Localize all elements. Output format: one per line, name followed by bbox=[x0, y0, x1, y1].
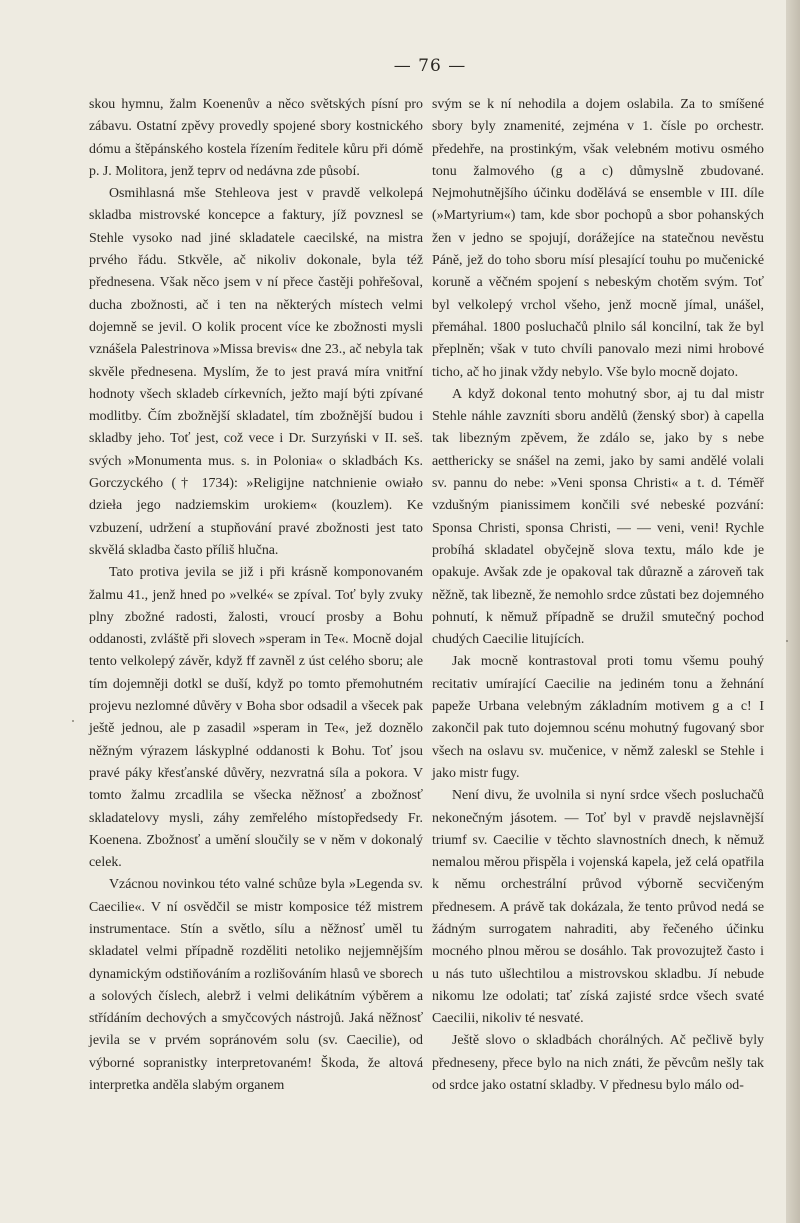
paper-speck bbox=[72, 720, 74, 722]
right-column bbox=[432, 94, 764, 1097]
page-edge-shadow bbox=[786, 0, 800, 1223]
paragraph: Není divu, že uvolnila si nyní srdce všech posluchačů nekonečným jásotem. — Toť byl v pravdě nejslavnější triumf sv. Caecilie v těchto slavnostních dnech, k němuž nemalou měrou přispěla i vojenská kapela, jež celá opatřila k němu orchestrální průvod výborně secvičeným přednesem. A právě tak dokázala, že tento průvod nedá se žádným surrogatem nahraditi, aby řečeného účinku mocného plnou měrou se dosáhlo. Tak provozujtež často i u nás tuto ušlechtilou a mistrovskou skladbu. Jí nebude nikomu lze odolati; tať získá zajisté srdce všech svaté Caecilii, nikoliv té nesvaté. bbox=[432, 788, 764, 1027]
page-number: — 76 — bbox=[393, 56, 467, 76]
left-column bbox=[89, 94, 423, 1097]
paragraph: Ještě slovo o skladbách chorálných. Ač pečlivě byly předneseny, přece bylo na nich znáti, že pěvcům nešly tak od srdce jako ostatní skladby. V přednesu bylo málo od- bbox=[432, 1033, 764, 1094]
paragraph: A když dokonal tento mohutný sbor, aj tu dal mistr Stehle náhle zavzníti sboru andělů (ženský sbor) à capella tak libezným zpěvem, že zdálo se, jako by s nebe aetthericky se snášel na zemi, jako by sami andělé volali sv. pannu do nebe: »Veni sponsa Christi« a t. d. Téměř vzdušným pianissimem končili své nebeské pozvání: Sponsa Christi, sponsa Christi, — — veni, veni! Rychle probíhá skladatel obyčejně slova textu, málo kde je opakuje. Avšak zde je opakoval tak důrazně a zároveň tak něžně, tak libezně, že nemohlo srdce zůstati bez dojemného pohnutí, k němuž případně se družil smutečný pochod chudých Caecilie litujících. bbox=[432, 386, 764, 648]
paragraph: Tato protiva jevila se již i při krásně komponovaném žalmu 41., jenž hned po »velké« se zpíval. Toť byly zvuky plny zbožné radosti, žalosti, vroucí prosby a Bohu oddanosti, zvláště při slovech »speram in Te«. Mocně dojal tento velkolepý závěr, když ff zavněl z úst celého sboru; ale tím dojemněji dotkl se duší, když po tomto přemohutném projevu nezlomné důvěry v Boha sbor odsadil a všecek pak ještě jednou, ale p zasadil »speram in Te«, jež doznělo něžným výrazem láskyplné oddanosti k Bohu. Toť jsou pravé páky křesťanské důvěry, nezvratná síla a pokora. V tomto žalmu zrcadlila se všecka něžnosť a zbožnosť skladatelovy mysli, záhy zemřelého místopředsedy Fr. Koenena. Zbožnosť a umění sloučily se v něm v dokonalý celek. bbox=[89, 565, 423, 871]
paragraph: skou hymnu, žalm Koenenův a něco světských písní pro zábavu. Ostatní zpěvy provedly spojené sbory kostnického dómu a štěpánského kostela řízením ředitele kůru při dómě p. J. Molitora, jenž teprv od nedávna zde působí. bbox=[89, 97, 423, 179]
paragraph: Vzácnou novinkou této valné schůze byla »Legenda sv. Caecilie«. V ní osvědčil se mistr komposice též mistrem instrumentace. Stín a světlo, sílu a něžnosť uměl tu skladatel velmi případně rozděliti netoliko nejjemnějším dynamickým odstiňováním a rozlišováním hlasů ve sborech a solových číslech, alebrž i velmi delikátním výběrem a střídáním dechových a smyčcových nástrojů. Jaká něžnosť jevila se v prvém sopránovém solu (sv. Caecilie), od výborné sopranistky interpretovaném! Škoda, že altová interpretka anděla slabým organem bbox=[89, 877, 423, 1094]
paper-speck bbox=[786, 640, 788, 642]
paragraph: Osmihlasná mše Stehleova jest v pravdě velkolepá skladba mistrovské koncepce a faktury, jíž povznesl se Stehle vysoko nad jiné skladatele caecilské, na mistra prvého řádu. Stkvěle, ač nikoliv dokonale, byla též přednesena. Však něco jsem v ní přece častěji pohřešoval, ducha zbožnosti, ač i ten na některých místech velmi dojemně se jevil. O kolik procent více ke zbožnosti mysli vznášela Palestrinova »Missa brevis« dne 23., ač nebyla tak skvěle přednesena. Myslím, že to jest pravá míra vnitřní hodnoty všech skladeb církevních, ježto mají býti zpívané modlitby. Čím zbožnější skladatel, tím zbožnější budou i skladby jeho. Toť jest, což vece i Dr. Surzyński v II. seš. svých »Monumenta mus. s. in Polonia« o skladbách Ks. Gorczyckého († 1734): »Religijne natchnienie owiało dzieła jego nadziemskim urokiem« (kouzlem). Ke vzbuzení, udržení a stupňování pravé zbožnosti jest tato skvělá skladba často příliš hlučna. bbox=[89, 186, 423, 558]
paragraph: svým se k ní nehodila a dojem oslabila. Za to smíšené sbory byly znamenité, zejména v 1. čísle po orchestr. předehře, na prostinkým, však velebném motivu osmého tonu žalmového (g a c) důmyslně zbudované. Nejmohutnějšího účinku dodělává se ensemble v III. díle (»Martyrium«) tam, kde sbor pochopů a sbor pohanských žen v jedno se spojují, dorážejíce na statečnou nevěstu Páně, jež do toho sboru mísí plesající touhu po mučenické koruně a věčném spojení s nebeským chotěm svým. Toť byl velkolepý vrchol všeho, jenž mocně jímal, unášel, přemáhal. 1800 posluchačů plnilo sál koncilní, tak že byl přeplněn; však v tuto chvíli panovalo mezi nimi hrobové ticho, ač ho jinak vždy nebylo. Vše bylo mocně dojato. bbox=[432, 97, 764, 380]
paragraph: Jak mocně kontrastoval proti tomu všemu pouhý recitativ umírající Caecilie na jediném tonu a žehnání papeže Urbana velebným základním motivem g a c! I zakončil pak tuto dojemnou scénu mohutný fugovaný sbor všech na oslavu sv. mučenice, v němž zaleskl se Stehle i jako mistr fugy. bbox=[432, 654, 764, 781]
